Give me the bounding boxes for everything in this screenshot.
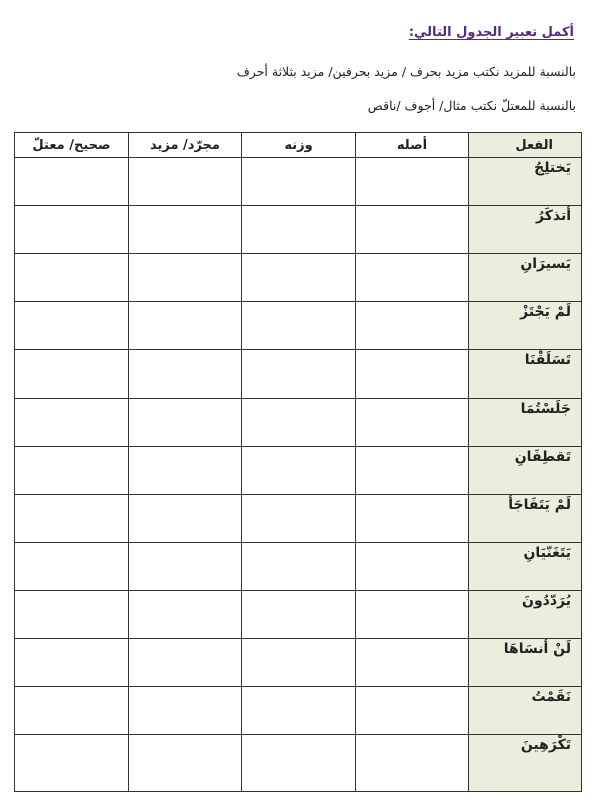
bare-augmented-cell[interactable] bbox=[129, 735, 242, 792]
table-row bbox=[15, 590, 582, 638]
table-row bbox=[15, 494, 582, 542]
sound-weak-cell[interactable] bbox=[15, 398, 129, 446]
bare-augmented-cell[interactable] bbox=[129, 302, 242, 350]
header-origin: أصله bbox=[356, 133, 469, 158]
verb-cell: لَمْ يَجْتَزْ bbox=[469, 302, 582, 350]
table-row bbox=[15, 639, 582, 687]
origin-cell[interactable] bbox=[356, 590, 469, 638]
sound-weak-cell[interactable] bbox=[15, 590, 129, 638]
verb-cell: تَسَلَقْنَا bbox=[469, 350, 582, 398]
verb-cell: جَلَسْتُمَا bbox=[469, 398, 582, 446]
origin-cell[interactable] bbox=[356, 350, 469, 398]
bare-augmented-cell[interactable] bbox=[129, 350, 242, 398]
sound-weak-cell[interactable] bbox=[15, 350, 129, 398]
bare-augmented-cell[interactable] bbox=[129, 687, 242, 735]
table-row bbox=[15, 158, 582, 206]
bare-augmented-cell[interactable] bbox=[129, 254, 242, 302]
origin-cell[interactable] bbox=[356, 446, 469, 494]
table-row bbox=[15, 687, 582, 735]
origin-cell[interactable] bbox=[356, 206, 469, 254]
bare-augmented-cell[interactable] bbox=[129, 590, 242, 638]
bare-augmented-cell[interactable] bbox=[129, 494, 242, 542]
bare-augmented-cell[interactable] bbox=[129, 398, 242, 446]
header-verb: الفعل bbox=[469, 133, 582, 158]
pattern-cell[interactable] bbox=[242, 590, 356, 638]
bare-augmented-cell[interactable] bbox=[129, 206, 242, 254]
header-pattern: وزنه bbox=[242, 133, 356, 158]
verb-cell: نَقَمْتُ bbox=[469, 687, 582, 735]
sound-weak-cell[interactable] bbox=[15, 446, 129, 494]
pattern-cell[interactable] bbox=[242, 494, 356, 542]
table-row bbox=[15, 735, 582, 792]
table-row bbox=[15, 302, 582, 350]
bare-augmented-cell[interactable] bbox=[129, 542, 242, 590]
header-sound-weak: صحيح/ معتلّ bbox=[15, 133, 129, 158]
verb-cell: لَمْ يَتَفَاجَأ bbox=[469, 494, 582, 542]
table-row bbox=[15, 350, 582, 398]
table-row bbox=[15, 206, 582, 254]
sound-weak-cell[interactable] bbox=[15, 735, 129, 792]
table-row bbox=[15, 398, 582, 446]
origin-cell[interactable] bbox=[356, 398, 469, 446]
sound-weak-cell[interactable] bbox=[15, 158, 129, 206]
verb-cell: أتذكَرُ bbox=[469, 206, 582, 254]
sound-weak-cell[interactable] bbox=[15, 494, 129, 542]
pattern-cell[interactable] bbox=[242, 398, 356, 446]
pattern-cell[interactable] bbox=[242, 254, 356, 302]
pattern-cell[interactable] bbox=[242, 687, 356, 735]
bare-augmented-cell[interactable] bbox=[129, 639, 242, 687]
origin-cell[interactable] bbox=[356, 687, 469, 735]
pattern-cell[interactable] bbox=[242, 350, 356, 398]
pattern-cell[interactable] bbox=[242, 735, 356, 792]
sound-weak-cell[interactable] bbox=[15, 302, 129, 350]
sound-weak-cell[interactable] bbox=[15, 542, 129, 590]
verb-cell: يُرَدّدُونَ bbox=[469, 590, 582, 638]
origin-cell[interactable] bbox=[356, 302, 469, 350]
pattern-cell[interactable] bbox=[242, 446, 356, 494]
origin-cell[interactable] bbox=[356, 735, 469, 792]
pattern-cell[interactable] bbox=[242, 639, 356, 687]
instruction-weak-verbs: بالنسبة للمعتلّ نكتب مثال/ أجوف /ناقص bbox=[367, 98, 576, 113]
verb-cell: يَختلِجُ bbox=[469, 158, 582, 206]
verb-cell: يَتَغَنّيَانِ bbox=[469, 542, 582, 590]
table-row bbox=[15, 254, 582, 302]
sound-weak-cell[interactable] bbox=[15, 254, 129, 302]
sound-weak-cell[interactable] bbox=[15, 639, 129, 687]
table-header-row bbox=[15, 133, 582, 158]
bare-augmented-cell[interactable] bbox=[129, 446, 242, 494]
sound-weak-cell[interactable] bbox=[15, 206, 129, 254]
origin-cell[interactable] bbox=[356, 542, 469, 590]
table-row bbox=[15, 446, 582, 494]
verb-cell: تَكْرَهِينَ bbox=[469, 735, 582, 792]
origin-cell[interactable] bbox=[356, 158, 469, 206]
pattern-cell[interactable] bbox=[242, 206, 356, 254]
origin-cell[interactable] bbox=[356, 639, 469, 687]
sound-weak-cell[interactable] bbox=[15, 687, 129, 735]
table-row bbox=[15, 542, 582, 590]
pattern-cell[interactable] bbox=[242, 158, 356, 206]
origin-cell[interactable] bbox=[356, 254, 469, 302]
verb-analysis-table bbox=[14, 132, 582, 792]
worksheet-heading: أكمل تعبير الجدول التالي: bbox=[408, 25, 574, 40]
origin-cell[interactable] bbox=[356, 494, 469, 542]
pattern-cell[interactable] bbox=[242, 302, 356, 350]
verb-cell: تَقطِفَانِ bbox=[469, 446, 582, 494]
header-bare-augmented: مجرّد/ مزيد bbox=[129, 133, 242, 158]
bare-augmented-cell[interactable] bbox=[129, 158, 242, 206]
verb-cell: يَسيرَانِ bbox=[469, 254, 582, 302]
pattern-cell[interactable] bbox=[242, 542, 356, 590]
instruction-added-letters: بالنسبة للمزيد نكتب مزيد بحرف / مزيد بحرفين/ مزيد بثلاثة أحرف bbox=[236, 64, 576, 79]
verb-cell: لَنْ أنسَاهَا bbox=[469, 639, 582, 687]
